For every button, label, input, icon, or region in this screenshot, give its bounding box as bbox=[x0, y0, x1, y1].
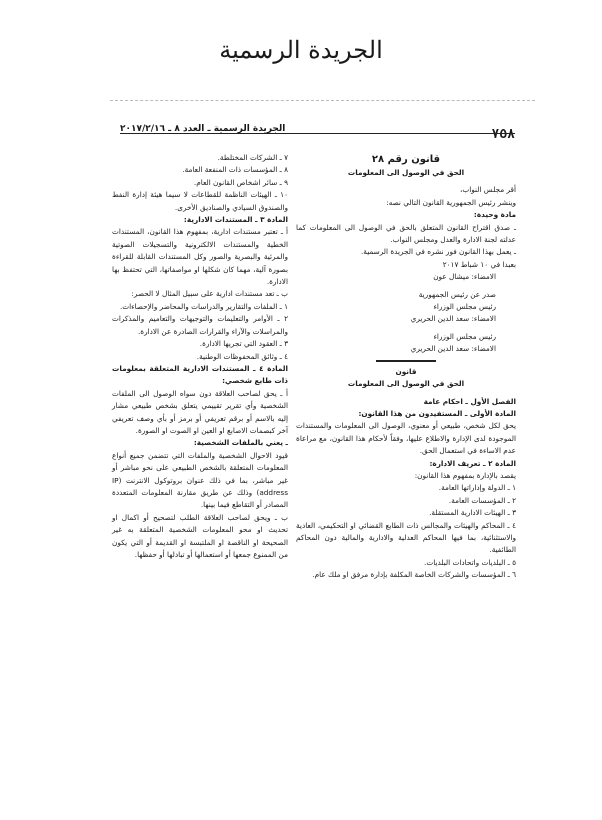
date: بعبدا في ١٠ شباط ٢٠١٧ bbox=[442, 259, 516, 269]
article-heading: المادة الأولى ـ المستفيدون من هذا القانون: bbox=[358, 408, 516, 418]
issue-line: الجريدة الرسمية ـ العدد ٨ ـ ٢٠١٧/٢/١٦ bbox=[120, 124, 286, 134]
paragraph: قيود الاحوال الشخصية والملفات التي تتضمن جميع أنواع المعلومات المتعلقة بالشخص الطبيعي على نحو مباشر أو غير مباشر، بما في ذلك عنوان بروتوكول الانترنت (IP address) وذلك عن طريق مقارنة المعلومات المتعددة المصادر أو التقاطع فيما بينها. bbox=[112, 450, 288, 510]
list-item: ٨ ـ المؤسسات ذات المنفعة العامة. bbox=[182, 165, 288, 175]
article-heading: المادة ٣ ـ المستندات الادارية: bbox=[183, 215, 288, 225]
right-column bbox=[296, 152, 516, 582]
paragraph: ـ صدق اقتراح القانون المتعلق بالحق في الوصول الى المعلومات كما عدلته لجنة الادارة والعدل ومجلس النواب. bbox=[296, 222, 516, 245]
list-item: ١ ـ الملفات والتقارير والدراسات والمحاضر والإحصاءات. bbox=[119, 301, 288, 311]
law-title: الحق في الوصول الى المعلومات bbox=[347, 168, 465, 177]
masthead: الجريدة الرسمية bbox=[219, 36, 383, 64]
law-label: قانون bbox=[395, 366, 417, 376]
paragraph: يحق لكل شخص، طبيعي أو معنوي، الوصول الى المعلومات والمستندات الموجودة لدى الإدارة والاطلاع عليها، وفقاً لأحكام هذا القانون، مع مراعاة عدم الاساءة في استعمال الحق. bbox=[296, 421, 516, 456]
paragraph: ـ يعني بالملفات الشخصية: bbox=[193, 438, 288, 448]
signature: الامضاء: ميشال عون bbox=[433, 272, 496, 282]
paragraph: أ ـ يحق لصاحب العلاقة دون سواه الوصول الى الملفات الشخصية وأي تقرير تقييمي يتعلق بشخص طبيعي مشار إليه بالاسم أو برقم تعريفي أو برمز أو بأي وصف تعريفي آخر كبصمات الاصابع او العين او الصوت او الصورة. bbox=[112, 388, 288, 435]
list-item: ٥ ـ البلديات واتحادات البلديات. bbox=[424, 557, 516, 567]
paragraph: أقر مجلس النواب، bbox=[460, 185, 516, 195]
header-rule bbox=[120, 133, 515, 134]
paragraph: ـ يعمل بهذا القانون فور نشره في الجريدة الرسمية. bbox=[360, 247, 516, 257]
paragraph: مادة وحيدة: bbox=[473, 210, 516, 220]
list-item: ٩ ـ سائر اشخاص القانون العام. bbox=[193, 177, 288, 187]
paragraph: وينشر رئيس الجمهورية القانون التالي نصه: bbox=[386, 197, 516, 207]
list-item: ٤ ـ وثائق المحفوظات الوطنية. bbox=[196, 351, 288, 361]
paragraph: أ ـ تعتبر مستندات ادارية، بمفهوم هذا القانون، المستندات الخطية والمستندات الالكترونية والتسجيلات الصوتية والمرئية والبصرية والصور وكل المستندات القابلة للقراءة بصورة آلية، مهما كان شكلها او مواصفاتها، التي تحتفظ بها الادارة. bbox=[112, 227, 288, 287]
list-item: ١ ـ الدولة وإداراتها العامة. bbox=[438, 483, 516, 493]
paragraph: ب ـ ويحق لصاحب العلاقة الطلب لتصحيح أو اكمال او تحديث او محو المعلومات الشخصية المتعلقة به غير الصحيحة او الناقصة او الملتبسة او القديمة أو التي يكون من الممنوع جمعها أو استعمالها أو تبادلها أو حفظها. bbox=[112, 512, 288, 559]
signature: الامضاء: سعد الدين الحريري bbox=[410, 344, 496, 354]
list-item: ٧ ـ الشركات المختلطة. bbox=[217, 153, 288, 162]
page-number: ٧٥٨ bbox=[491, 127, 515, 142]
list-item: ٢ ـ المؤسسات العامة. bbox=[448, 495, 516, 505]
paragraph: ب ـ تعد مستندات ادارية على سبيل المثال لا الحصر: bbox=[131, 289, 288, 299]
pm-title: رئيس مجلس الوزراء bbox=[433, 302, 496, 312]
left-column bbox=[112, 152, 288, 561]
law-number: قانون رقم ٢٨ bbox=[371, 154, 441, 165]
pm-title: رئيس مجلس الوزراء bbox=[433, 331, 496, 341]
list-item: ٢ ـ الأوامر والتعليمات والتوجيهات والتعاميم والمذكرات والمراسلات والآراء والقرارات الصادرة عن الادارة. bbox=[112, 314, 288, 336]
list-item: ٦ ـ المؤسسات والشركات الخاصة المكلفة بإدارة مرفق او ملك عام. bbox=[312, 570, 516, 580]
law-title: الحق في الوصول الى المعلومات bbox=[347, 379, 465, 389]
article-heading: المادة ٢ ـ تعريف الادارة: bbox=[429, 458, 516, 468]
list-item: ٣ ـ الهيئات الادارية المستقلة. bbox=[429, 508, 516, 518]
top-dashed-rule bbox=[110, 100, 535, 101]
chapter-heading: الفصل الأول ـ احكام عامة bbox=[423, 396, 516, 406]
signature: الامضاء: سعد الدين الحريري bbox=[410, 314, 496, 324]
list-item: ٤ ـ المحاكم والهيئات والمجالس ذات الطابع القضائي او التحكيمي، العادية والاستثنائية، بما فيها المحاكم العدلية والادارية والمالية دون المحاكم الطائفية. bbox=[296, 520, 516, 555]
list-item: ٣ ـ العقود التي تجريها الادارة. bbox=[199, 339, 288, 349]
paragraph: يقصد بالإدارة بمفهوم هذا القانون: bbox=[414, 470, 516, 480]
issued-by: صدر عن رئيس الجمهورية bbox=[418, 289, 496, 299]
article-heading: المادة ٤ ـ المستندات الادارية المتعلقة بمعلومات ذات طابع شخصي: bbox=[112, 363, 288, 386]
divider bbox=[376, 360, 436, 362]
list-item: ١٠ ـ الهيئات الناظمة للقطاعات لا سيما هيئة إدارة النفط والصندوق السيادي والصناديق الأخرى. bbox=[112, 190, 288, 212]
